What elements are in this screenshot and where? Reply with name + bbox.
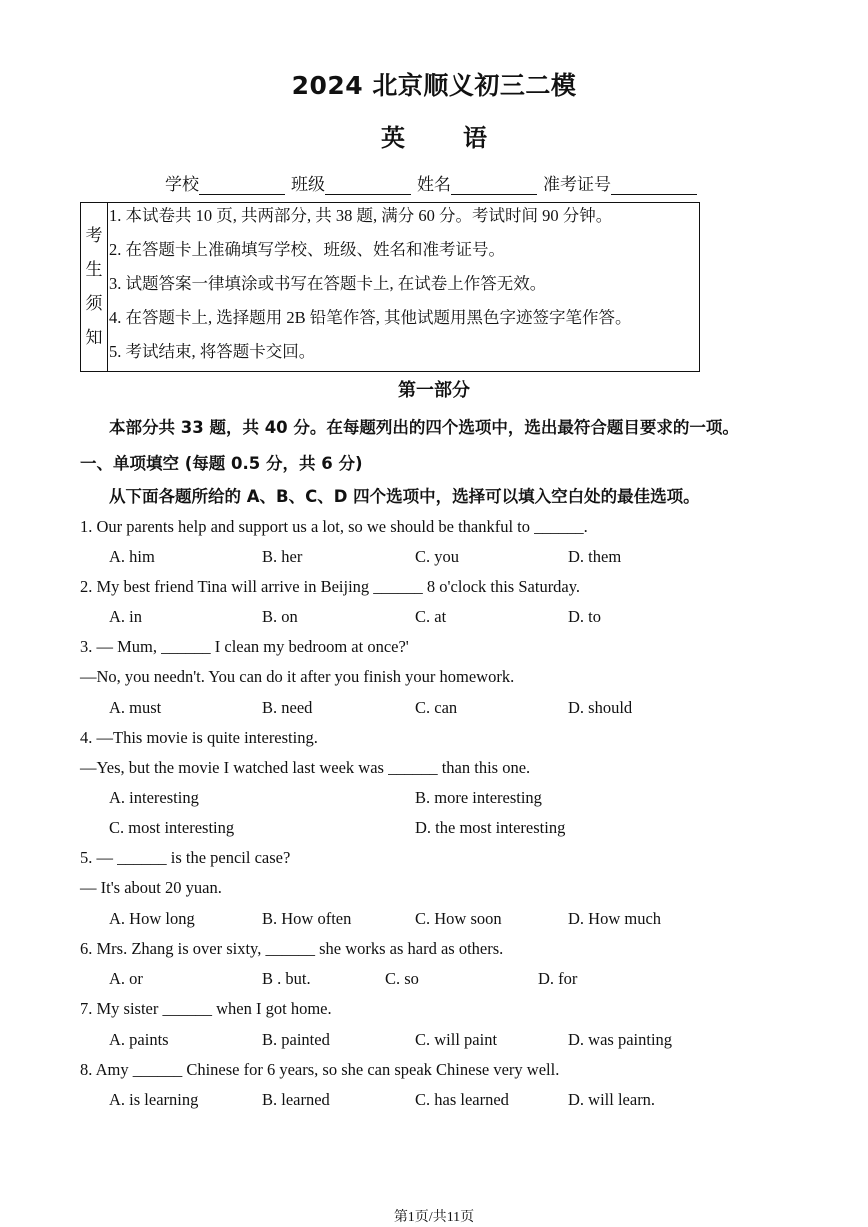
option-d: D. should — [568, 698, 633, 717]
notice-line: 3. 试题答案一律填涂或书写在答题卡上, 在试卷上作答无效。 — [109, 274, 547, 293]
option-c: C. so — [385, 969, 419, 988]
question-stem-reply: — It's about 20 yuan. — [80, 878, 222, 897]
section-direction: 从下面各题所给的 A、B、C、D 四个选项中，选择可以填入空白处的最佳选项。 — [109, 487, 700, 506]
option-a: A. is learning — [109, 1090, 199, 1109]
notice-line: 5. 考试结束, 将答题卡交回。 — [109, 342, 316, 361]
student-info-row — [165, 170, 703, 195]
option-a: A. must — [109, 698, 162, 717]
option-b: B. her — [262, 547, 303, 566]
class-label: 班级 — [291, 175, 325, 194]
notice-lines — [109, 203, 632, 373]
option-a: A. paints — [109, 1030, 169, 1049]
ticket-blank — [611, 176, 697, 195]
option-b: B. How often — [262, 909, 352, 928]
option-a: A. him — [109, 547, 155, 566]
name-label: 姓名 — [417, 175, 451, 194]
question-stem: 6. Mrs. Zhang is over sixty, ______ she works as hard as others. — [80, 939, 504, 958]
option-c: C. most interesting — [109, 818, 235, 837]
section-heading: 一、单项填空 (每题 0.5 分，共 6 分) — [80, 454, 363, 473]
option-d: D. How much — [568, 909, 662, 928]
ticket-label: 准考证号 — [543, 175, 611, 194]
notice-side-char: 考 — [85, 226, 103, 245]
option-a: A. interesting — [109, 788, 199, 807]
notice-side-char: 生 — [85, 260, 103, 279]
option-c: C. has learned — [415, 1090, 509, 1109]
question-stem: 7. My sister ______ when I got home. — [80, 999, 332, 1018]
page-footer: 第1页/共11页 — [393, 1210, 475, 1225]
option-b: B. painted — [262, 1030, 330, 1049]
option-c: C. will paint — [415, 1030, 498, 1049]
part-intro: 本部分共 33 题，共 40 分。在每题列出的四个选项中，选出最符合题目要求的一项。 — [109, 418, 739, 437]
option-d: D. to — [568, 607, 601, 626]
option-d: D. was painting — [568, 1030, 673, 1049]
question-stem-reply: —No, you needn't. You can do it after you finish your homework. — [80, 667, 515, 686]
option-a: A. in — [109, 607, 142, 626]
question-stem: 2. My best friend Tina will arrive in Beijing ______ 8 o'clock this Saturday. — [80, 577, 581, 596]
subject-char-1: 英 — [381, 124, 405, 152]
part-title: 第一部分 — [398, 380, 470, 401]
option-c: C. How soon — [415, 909, 502, 928]
notice-side-label — [81, 203, 108, 371]
class-blank — [325, 176, 411, 195]
option-b: B. need — [262, 698, 313, 717]
option-c: C. you — [415, 547, 460, 566]
name-blank — [451, 176, 537, 195]
question-stem-reply: —Yes, but the movie I watched last week was ______ than this one. — [80, 758, 531, 777]
school-label: 学校 — [165, 175, 199, 194]
question-stem: 1. Our parents help and support us a lot, so we should be thankful to ______. — [80, 517, 588, 536]
question-stem: 8. Amy ______ Chinese for 6 years, so she can speak Chinese very well. — [80, 1060, 560, 1079]
page-title: 2024 北京顺义初三二模 — [291, 71, 577, 100]
notice-line: 4. 在答题卡上, 选择题用 2B 铅笔作答, 其他试题用黑色字迹签字笔作答。 — [109, 308, 632, 327]
notice-line: 2. 在答题卡上准确填写学校、班级、姓名和准考证号。 — [109, 240, 505, 259]
option-d: D. the most interesting — [415, 818, 566, 837]
option-b: B. more interesting — [415, 788, 542, 807]
notice-line: 1. 本试卷共 10 页, 共两部分, 共 38 题, 满分 60 分。考试时间 90 分钟。 — [109, 206, 613, 225]
question-stem: 4. —This movie is quite interesting. — [80, 728, 318, 747]
subject-char-2: 语 — [463, 124, 487, 152]
option-b: B. on — [262, 607, 298, 626]
school-blank — [199, 176, 285, 195]
option-d: D. will learn. — [568, 1090, 656, 1109]
exam-notice-box — [80, 202, 700, 372]
option-b: B . but. — [262, 969, 311, 988]
notice-side-char: 知 — [85, 328, 103, 347]
option-d: D. for — [538, 969, 578, 988]
question-stem: 5. — ______ is the pencil case? — [80, 848, 291, 867]
option-c: C. can — [415, 698, 458, 717]
option-c: C. at — [415, 607, 447, 626]
option-d: D. them — [568, 547, 622, 566]
subject-title — [0, 118, 868, 153]
notice-side-char: 须 — [85, 294, 103, 313]
option-b: B. learned — [262, 1090, 330, 1109]
option-a: A. or — [109, 969, 143, 988]
option-a: A. How long — [109, 909, 195, 928]
question-stem: 3. — Mum, ______ I clean my bedroom at once?' — [80, 637, 409, 656]
